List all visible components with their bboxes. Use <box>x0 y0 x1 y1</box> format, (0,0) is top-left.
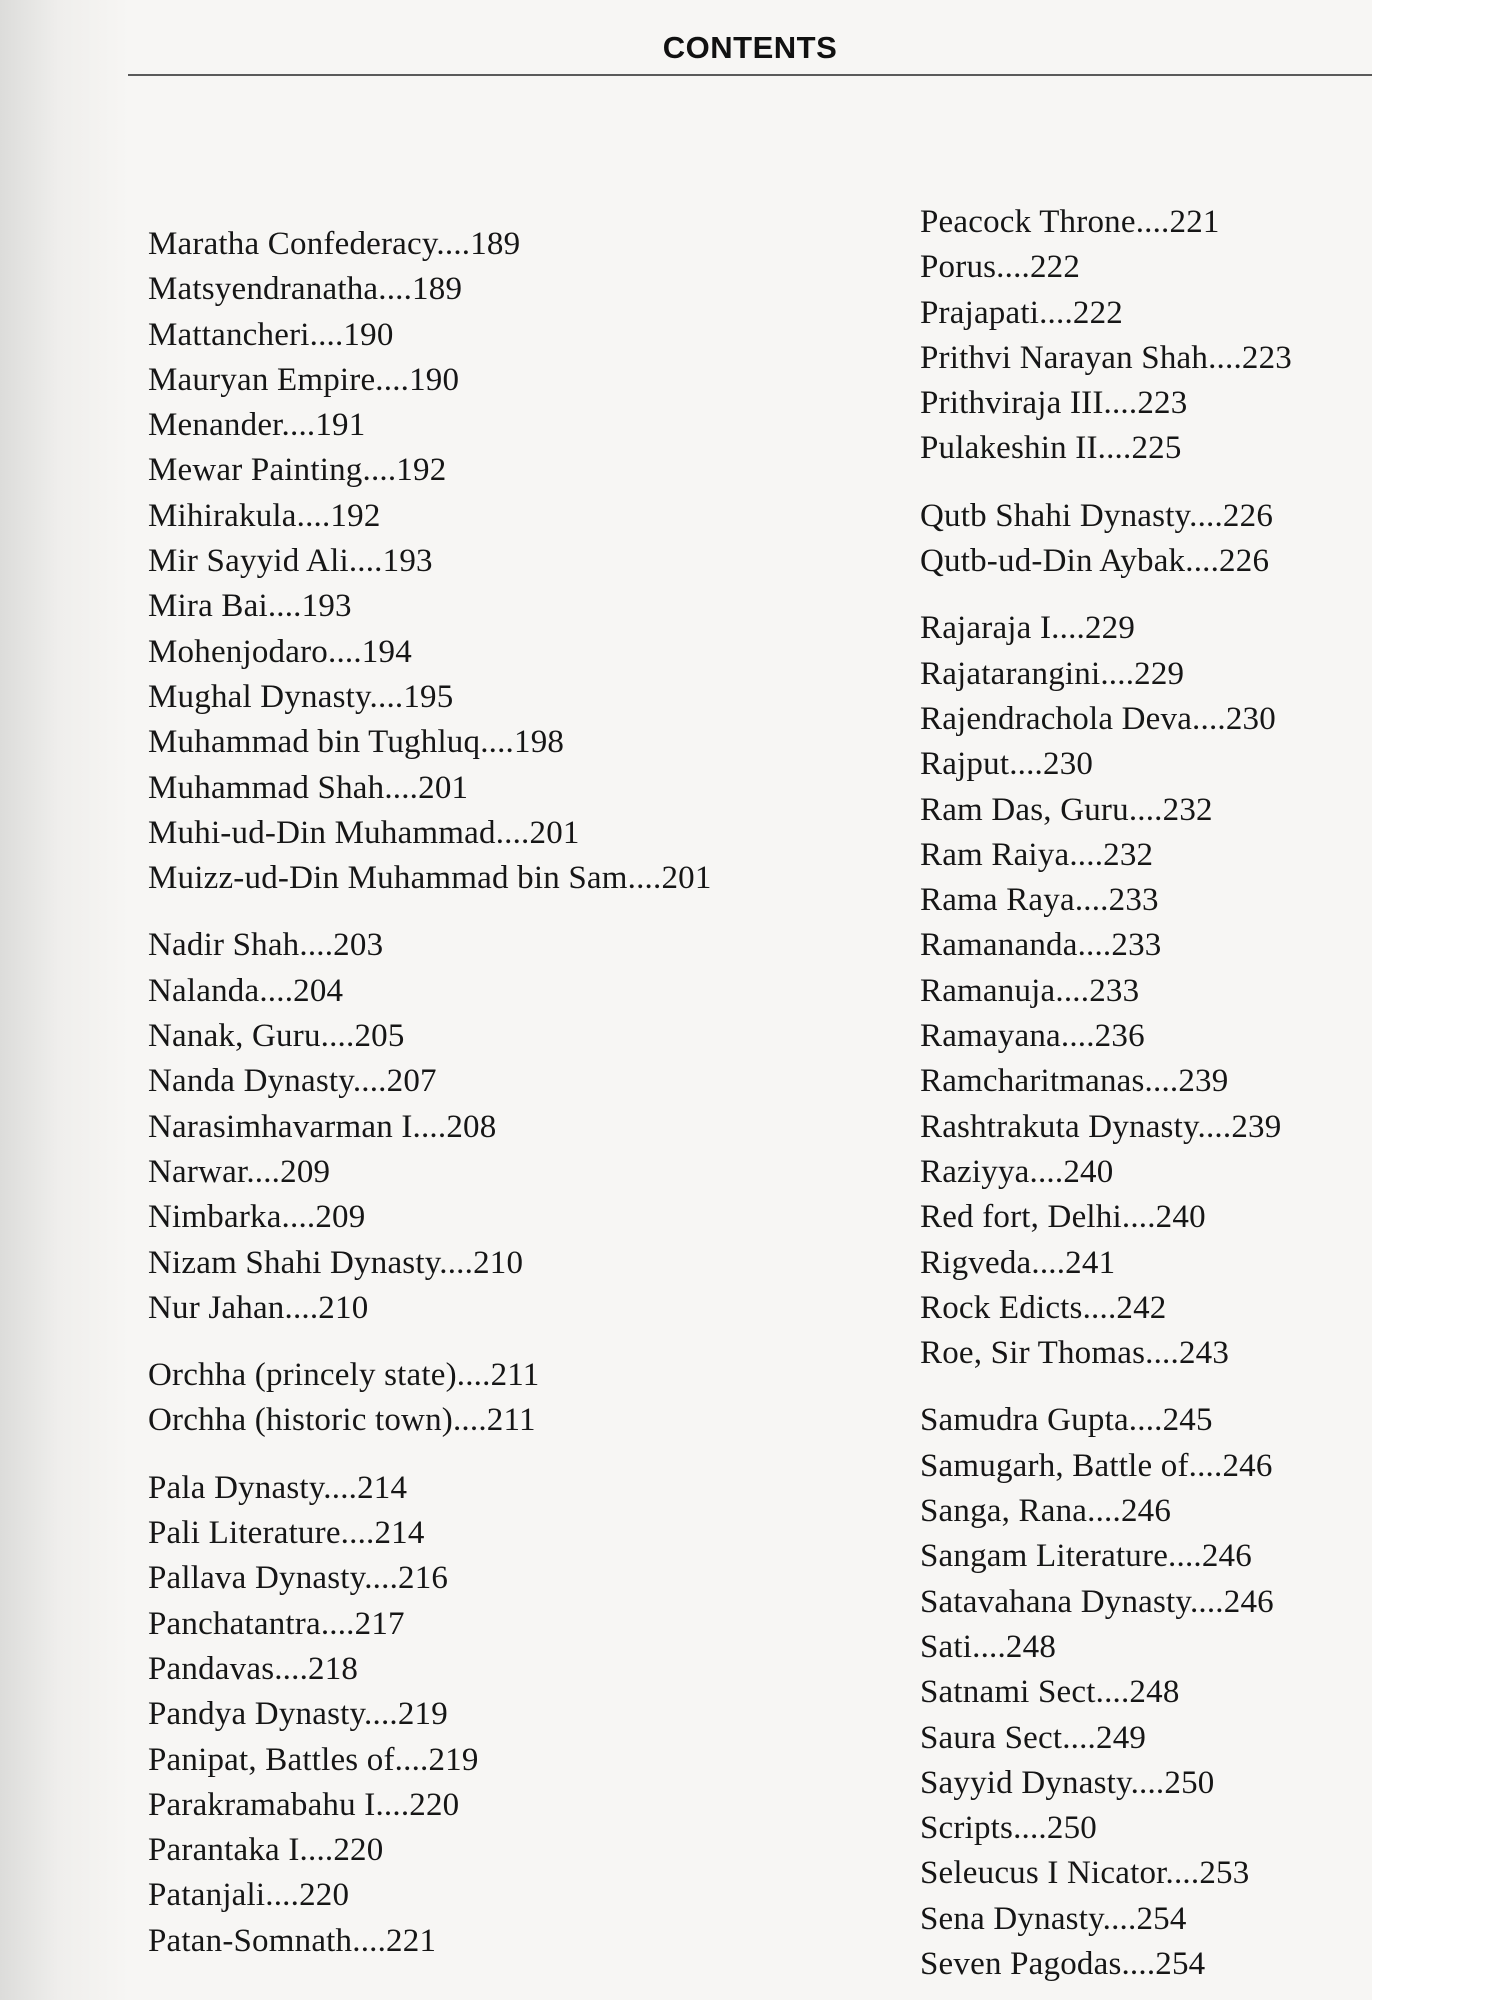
toc-entry: Rajput....230 <box>920 746 1094 783</box>
toc-entry: Orchha (historic town)....211 <box>148 1402 536 1439</box>
toc-entry: Sayyid Dynasty....250 <box>920 1764 1215 1801</box>
toc-entry: Mira Bai....193 <box>148 588 352 625</box>
page-edge <box>1372 0 1500 2000</box>
toc-entry: Scripts....250 <box>920 1810 1097 1847</box>
section-gap <box>920 1376 1292 1398</box>
toc-entry: Muhammad bin Tughluq....198 <box>148 724 565 761</box>
toc-entry: Muhi-ud-Din Muhammad....201 <box>148 814 580 851</box>
toc-entry: Sati....248 <box>920 1628 1057 1665</box>
toc-entry: Red fort, Delhi....240 <box>920 1199 1206 1236</box>
toc-entry: Rigveda....241 <box>920 1244 1116 1281</box>
toc-entry: Ramcharitmanas....239 <box>920 1063 1229 1100</box>
toc-entry: Matsyendranatha....189 <box>148 271 463 308</box>
toc-entry: Nizam Shahi Dynasty....210 <box>148 1244 524 1281</box>
toc-entry: Narwar....209 <box>148 1153 331 1190</box>
toc-entry: Mihirakula....192 <box>148 497 381 534</box>
toc-entry: Pallava Dynasty....216 <box>148 1560 449 1597</box>
toc-entry: Mewar Painting....192 <box>148 452 447 489</box>
toc-entry: Nadir Shah....203 <box>148 927 384 964</box>
section-gap <box>920 472 1292 494</box>
toc-entry: Peacock Throne....221 <box>920 204 1220 240</box>
contents-column-left <box>148 222 712 1964</box>
toc-entry: Prithviraja III....223 <box>920 385 1188 422</box>
toc-entry: Nimbarka....209 <box>148 1199 366 1236</box>
toc-entry: Samugarh, Battle of....246 <box>920 1447 1273 1484</box>
section-gap <box>148 901 712 923</box>
toc-entry: Pandavas....218 <box>148 1650 359 1687</box>
section-gap <box>148 1331 712 1353</box>
toc-entry: Rock Edicts....242 <box>920 1289 1167 1326</box>
toc-entry: Seven Pagodas....254 <box>920 1945 1206 1982</box>
header-rule <box>128 74 1372 76</box>
toc-entry: Seleucus I Nicator....253 <box>920 1855 1250 1892</box>
toc-entry: Orchha (princely state)....211 <box>148 1357 540 1394</box>
toc-entry: Satnami Sect....248 <box>920 1674 1180 1711</box>
toc-entry: Mattancheri....190 <box>148 316 394 353</box>
page-title: CONTENTS <box>662 30 838 65</box>
toc-entry: Ram Das, Guru....232 <box>920 791 1213 828</box>
toc-entry: Mughal Dynasty....195 <box>148 678 454 715</box>
toc-entry: Nanda Dynasty....207 <box>148 1063 437 1100</box>
toc-entry: Parantaka I....220 <box>148 1832 384 1869</box>
toc-entry: Roe, Sir Thomas....243 <box>920 1335 1230 1372</box>
toc-entry: Maratha Confederacy....189 <box>148 226 521 262</box>
toc-entry: Pali Literature....214 <box>148 1515 425 1552</box>
toc-entry: Prithvi Narayan Shah....223 <box>920 339 1293 376</box>
toc-entry: Menander....191 <box>148 407 366 444</box>
toc-entry: Sanga, Rana....246 <box>920 1493 1172 1530</box>
toc-entry: Raziyya....240 <box>920 1153 1114 1190</box>
toc-entry: Pandya Dynasty....219 <box>148 1696 448 1733</box>
page-gutter-shadow <box>0 0 130 2000</box>
toc-entry: Rama Raya....233 <box>920 882 1159 919</box>
toc-entry: Pala Dynasty....214 <box>148 1469 408 1506</box>
toc-entry: Rajatarangini....229 <box>920 655 1185 692</box>
toc-entry: Qutb-ud-Din Aybak....226 <box>920 543 1270 580</box>
toc-entry: Prajapati....222 <box>920 294 1123 331</box>
toc-entry: Ram Raiya....232 <box>920 836 1154 873</box>
toc-entry: Muhammad Shah....201 <box>148 769 469 806</box>
toc-entry: Ramayana....236 <box>920 1018 1145 1055</box>
toc-entry: Ramanuja....233 <box>920 972 1140 1009</box>
toc-entry: Sena Dynasty....254 <box>920 1900 1187 1937</box>
toc-entry: Rajendrachola Deva....230 <box>920 700 1276 737</box>
toc-entry: Qutb Shahi Dynasty....226 <box>920 497 1274 534</box>
toc-entry: Rajaraja I....229 <box>920 610 1136 647</box>
toc-entry: Narasimhavarman I....208 <box>148 1108 497 1145</box>
toc-entry: Mir Sayyid Ali....193 <box>148 543 433 580</box>
toc-entry: Satavahana Dynasty....246 <box>920 1583 1274 1620</box>
toc-entry: Nanak, Guru....205 <box>148 1018 405 1055</box>
toc-entry: Porus....222 <box>920 249 1081 286</box>
toc-entry: Rashtrakuta Dynasty....239 <box>920 1108 1282 1145</box>
toc-entry: Muizz-ud-Din Muhammad bin Sam....201 <box>148 860 712 897</box>
toc-entry: Panipat, Battles of....219 <box>148 1741 479 1778</box>
contents-column-right <box>920 200 1292 1987</box>
toc-entry: Saura Sect....249 <box>920 1719 1147 1756</box>
toc-entry: Ramananda....233 <box>920 927 1162 964</box>
section-gap <box>148 1444 712 1466</box>
section-gap <box>920 584 1292 606</box>
toc-entry: Samudra Gupta....245 <box>920 1402 1213 1439</box>
toc-entry: Patanjali....220 <box>148 1877 350 1914</box>
toc-entry: Mohenjodaro....194 <box>148 633 412 670</box>
toc-entry: Parakramabahu I....220 <box>148 1786 460 1823</box>
toc-entry: Panchatantra....217 <box>148 1605 405 1642</box>
toc-entry: Mauryan Empire....190 <box>148 361 460 398</box>
toc-entry: Nalanda....204 <box>148 972 344 1009</box>
toc-entry: Nur Jahan....210 <box>148 1289 369 1326</box>
toc-entry: Sangam Literature....246 <box>920 1538 1252 1575</box>
toc-entry: Patan-Somnath....221 <box>148 1922 437 1959</box>
toc-entry: Pulakeshin II....225 <box>920 430 1182 467</box>
